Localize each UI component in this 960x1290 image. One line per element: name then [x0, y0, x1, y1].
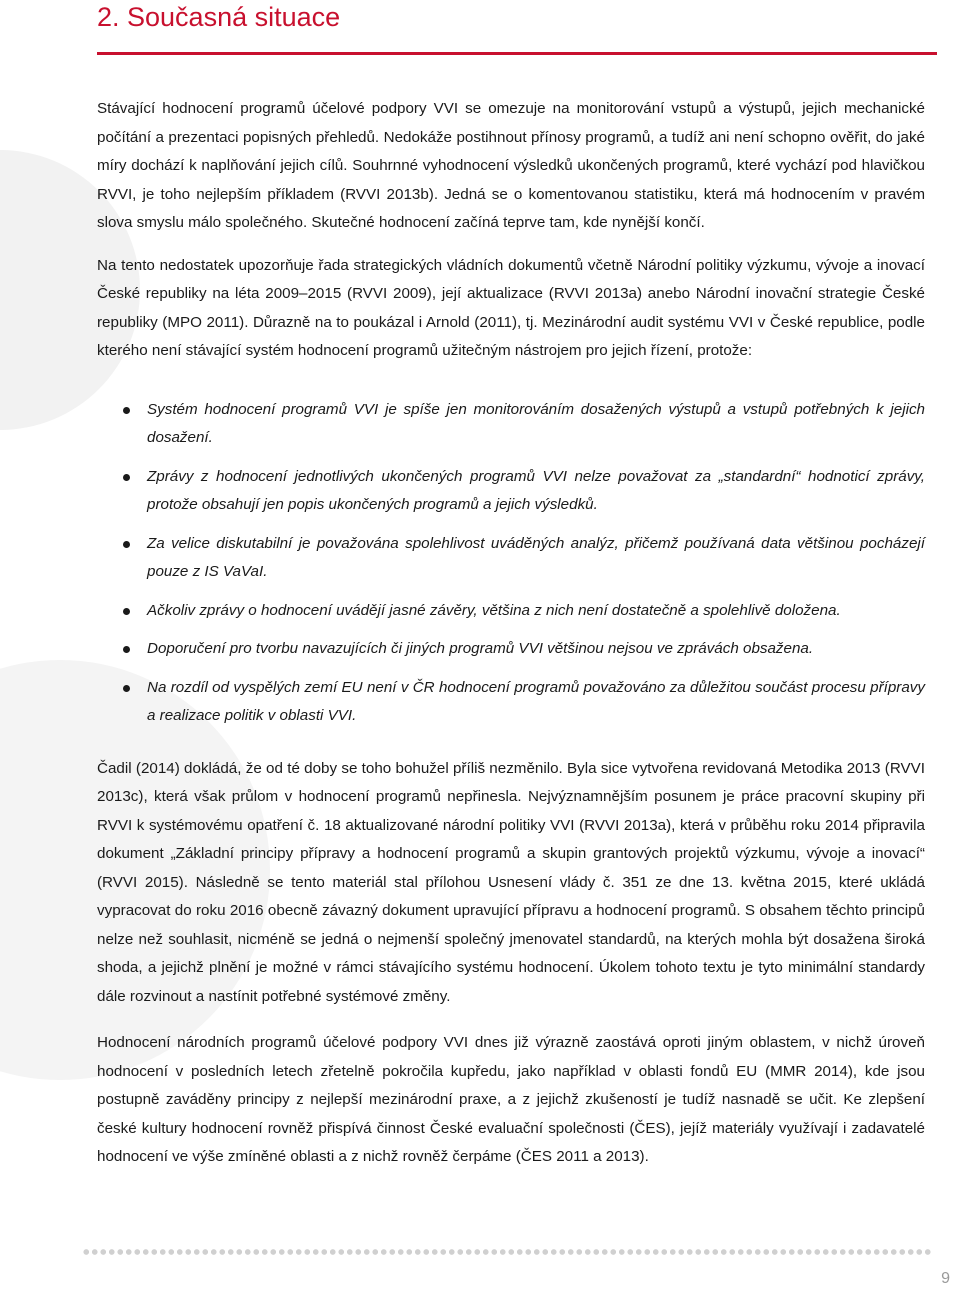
bullet-icon [123, 474, 130, 481]
paragraph-cadil-2014: Čadil (2014) dokládá, že od té doby se toho bohužel příliš nezměnilo. Byla sice vytvořena revidovaná Metodika 2013 (RVVI 2013c), která však průlom v hodnocení programů nepřinesla. Nejvýznamnějším posunem je práce pracovní skupiny při RVVI k systémovému opatření č. 18 aktualizované národní politiky VVI (RVVI 2013a), která v průběhu roku 2014 připravila dokument „Základní principy přípravy a hodnocení programů a skupin grantových projektů výzkumu, vývoje a inovací“ (RVVI 2015). Následně se tento materiál stal přílohou Usnesení vlády č. 351 ze dne 13. května 2015, které ukládá vypracovat do roku 2016 obecně závazný dokument upravující přípravu a hodnocení programů. S obsahem těchto principů nelze než souhlasit, nicméně se jedná o nejmenší společný jmenovatel standardů, na kterých mohla být dosažena široká shoda, a jejichž plnění je možné v rámci stávajícího systému hodnocení. Úkolem tohoto textu je tyto minimální standardy dále rozvinout a nastínit potřebné systémové změny. [97, 759, 925, 1005]
footer-dotted-line [82, 1248, 932, 1256]
paragraph-strategic-documents: Na tento nedostatek upozorňuje řada strategických vládních dokumentů včetně Národní politiky výzkumu, vývoje a inovací České republiky na léta 2009–2015 (RVVI 2009), její aktualizace (RVVI 2013a) anebo Národní inovační strategie České republiky (MPO 2011). Důrazně na to poukázal i Arnold (2011), tj. Mezinárodní audit systému VVI v České republice, podle kterého není stávající systém hodnocení programů užitečným nástrojem pro jejich řízení, protože: [97, 256, 925, 359]
list-item: Systém hodnocení programů VVI je spíše jen monitorováním dosažených výstupů a vstupů potřebných k jejich dosažení. [97, 396, 925, 453]
bullet-icon [123, 541, 130, 548]
bullet-icon [123, 646, 130, 653]
bullet-icon [123, 407, 130, 414]
paragraph-national-programs: Hodnocení národních programů účelové podpory VVI dnes již výrazně zaostává oproti jiným oblastem, v nichž úroveň hodnocení v posledních letech zřetelně pokročila kupředu, jako například v oblasti fondů EU (MMR 2014), kde jsou postupně zaváděny principy z nejlepší mezinárodní praxe, a z jejichž zkušeností je tudíž nasnadě se učit. Ke zlepšení české kultury hodnocení rovněž přispívá činnost České evaluační společnosti (ČES), jejíž materiály využívají i zadavatelé hodnocení ve výše zmíněné oblasti a z nichž rovněž čerpáme (ČES 2011 a 2013). [97, 1034, 925, 1165]
list-item: Ačkoliv zprávy o hodnocení uvádějí jasné závěry, většina z nich není dostatečně a spolehlivě doložena. [97, 597, 925, 626]
list-item: Doporučení pro tvorbu navazujících či jiných programů VVI většinou nejsou ve zprávách obsažena. [97, 635, 925, 664]
page-title: 2. Současná situace [97, 2, 341, 32]
bullet-icon [123, 685, 130, 692]
audit-findings-list [97, 396, 925, 731]
list-item: Za velice diskutabilní je považována spolehlivost uváděných analýz, přičemž používaná data většinou pocházejí pouze z IS VaVaI. [97, 530, 925, 587]
page-number: 9 [941, 1270, 950, 1287]
list-item: Zprávy z hodnocení jednotlivých ukončených programů VVI nelze považovat za „standardní“ hodnoticí zprávy, protože obsahují jen popis ukončených programů a jejich výsledků. [97, 463, 925, 520]
list-item: Na rozdíl od vyspělých zemí EU není v ČR hodnocení programů považováno za důležitou součást procesu přípravy a realizace politik v oblasti VVI. [97, 674, 925, 731]
bullet-icon [123, 608, 130, 615]
paragraph-current-state: Stávající hodnocení programů účelové podpory VVI se omezuje na monitorování vstupů a výstupů, jejich mechanické počítání a prezentaci popisných přehledů. Nedokáže postihnout přínosy programů, a tudíž ani není schopno ověřit, do jaké míry dochází k naplňování jejich cílů. Souhrnné vyhodnocení výsledků ukončených programů, které vychází pod hlavičkou RVVI, je toho nejlepším příkladem (RVVI 2013b). Jedná se o komentovanou statistiku, která má hodnocením v pravém slova smyslu málo společného. Skutečné hodnocení začíná teprve tam, kde nynější končí. [97, 100, 925, 231]
title-divider [97, 52, 937, 55]
document-body [97, 95, 925, 1172]
